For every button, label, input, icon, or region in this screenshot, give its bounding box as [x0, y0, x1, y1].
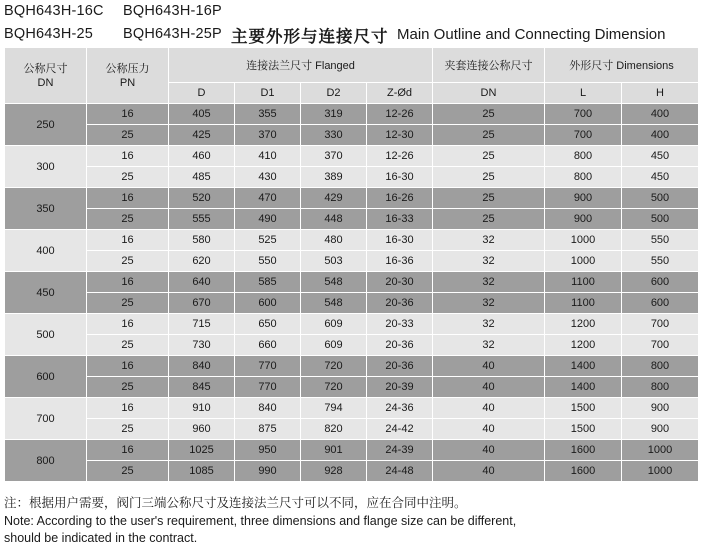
- table-cell: 1085: [169, 461, 235, 482]
- cell-nominal-size: 300: [5, 146, 87, 188]
- header-sub: DN: [433, 83, 545, 104]
- table-cell: 25: [87, 335, 169, 356]
- table-cell: 910: [169, 398, 235, 419]
- table-cell: 600: [622, 272, 699, 293]
- table-cell: 1200: [545, 314, 622, 335]
- table-cell: 1000: [545, 230, 622, 251]
- table-cell: 389: [301, 167, 367, 188]
- table-cell: 25: [433, 167, 545, 188]
- table-cell: 32: [433, 230, 545, 251]
- table-cell: 25: [87, 419, 169, 440]
- table-cell: 16: [87, 230, 169, 251]
- header-sub: L: [545, 83, 622, 104]
- table-cell: 425: [169, 125, 235, 146]
- table-cell: 32: [433, 335, 545, 356]
- table-row: [5, 251, 699, 272]
- cell-nominal-size: 700: [5, 398, 87, 440]
- table-cell: 720: [301, 356, 367, 377]
- table-cell: 548: [301, 293, 367, 314]
- table-cell: 12-26: [367, 104, 433, 125]
- table-cell: 20-36: [367, 356, 433, 377]
- table-row: [5, 209, 699, 230]
- table-cell: 800: [545, 167, 622, 188]
- table-cell: 16-30: [367, 167, 433, 188]
- table-cell: 20-30: [367, 272, 433, 293]
- header-flanged-group: 连接法兰尺寸 Flanged: [169, 48, 433, 83]
- table-cell: 1400: [545, 356, 622, 377]
- document-header: [4, 2, 698, 46]
- table-cell: 40: [433, 419, 545, 440]
- table-cell: 20-36: [367, 335, 433, 356]
- model-code: BQH643H-16C: [4, 3, 104, 19]
- notes: [4, 495, 698, 548]
- table-cell: 900: [622, 398, 699, 419]
- header-sub: D1: [235, 83, 301, 104]
- table-cell: 700: [545, 125, 622, 146]
- table-cell: 794: [301, 398, 367, 419]
- table-cell: 700: [622, 335, 699, 356]
- table-cell: 670: [169, 293, 235, 314]
- table-cell: 800: [622, 377, 699, 398]
- table-cell: 410: [235, 146, 301, 167]
- table-cell: 1000: [622, 461, 699, 482]
- header-nominal-pressure: [87, 48, 169, 104]
- table-cell: 715: [169, 314, 235, 335]
- table-cell: 770: [235, 377, 301, 398]
- table-cell: 550: [622, 251, 699, 272]
- header-sub: D: [169, 83, 235, 104]
- header-sub: Z-Ød: [367, 83, 433, 104]
- table-cell: 40: [433, 440, 545, 461]
- table-cell: 25: [433, 125, 545, 146]
- table-cell: 25: [87, 293, 169, 314]
- table-cell: 20-36: [367, 293, 433, 314]
- table-cell: 525: [235, 230, 301, 251]
- header-dimensions-group: 外形尺寸 Dimensions: [545, 48, 699, 83]
- table-cell: 400: [622, 104, 699, 125]
- cell-nominal-size: 800: [5, 440, 87, 482]
- table-cell: 16: [87, 104, 169, 125]
- table-cell: 40: [433, 356, 545, 377]
- table-cell: 24-42: [367, 419, 433, 440]
- table-cell: 32: [433, 314, 545, 335]
- table-cell: 640: [169, 272, 235, 293]
- model-code: BQH643H-25: [4, 26, 94, 42]
- table-cell: 20-39: [367, 377, 433, 398]
- table-cell: 32: [433, 251, 545, 272]
- table-cell: 700: [622, 314, 699, 335]
- header-sub: D2: [301, 83, 367, 104]
- table-cell: 650: [235, 314, 301, 335]
- cell-nominal-size: 250: [5, 104, 87, 146]
- table-cell: 770: [235, 356, 301, 377]
- table-cell: 24-48: [367, 461, 433, 482]
- table-cell: 16: [87, 188, 169, 209]
- note-chinese: 注：根据用户需要，阀门三端公称尺寸及连接法兰尺寸可以不同，应在合同中注明。: [4, 496, 467, 510]
- table-cell: 40: [433, 377, 545, 398]
- table-cell: 500: [622, 188, 699, 209]
- table-cell: 580: [169, 230, 235, 251]
- table-cell: 25: [87, 251, 169, 272]
- table-cell: 450: [622, 146, 699, 167]
- header-nominal-size: [5, 48, 87, 104]
- table-cell: 800: [622, 356, 699, 377]
- note-english-line: Note: According to the user's requirement, three dimensions and flange size can be different,: [4, 513, 517, 528]
- table-cell: 620: [169, 251, 235, 272]
- table-row: [5, 419, 699, 440]
- table-cell: 12-30: [367, 125, 433, 146]
- table-cell: 1600: [545, 461, 622, 482]
- table-cell: 355: [235, 104, 301, 125]
- table-cell: 12-26: [367, 146, 433, 167]
- model-code: BQH643H-16P: [123, 3, 222, 19]
- table-cell: 25: [433, 209, 545, 230]
- table-cell: 609: [301, 335, 367, 356]
- table-cell: 875: [235, 419, 301, 440]
- table-row: [5, 335, 699, 356]
- table-row: [5, 167, 699, 188]
- table-cell: 700: [545, 104, 622, 125]
- table-row: [5, 461, 699, 482]
- table-row: [5, 104, 699, 125]
- table-cell: 16-26: [367, 188, 433, 209]
- dimension-table: [4, 47, 699, 482]
- table-cell: 1000: [622, 440, 699, 461]
- table-cell: 660: [235, 335, 301, 356]
- cell-nominal-size: 450: [5, 272, 87, 314]
- header-label: DN: [37, 76, 54, 89]
- table-cell: 500: [622, 209, 699, 230]
- table-cell: 16: [87, 398, 169, 419]
- table-cell: 32: [433, 272, 545, 293]
- table-cell: 25: [87, 209, 169, 230]
- table-row: [5, 440, 699, 461]
- table-cell: 24-39: [367, 440, 433, 461]
- table-cell: 730: [169, 335, 235, 356]
- table-cell: 1000: [545, 251, 622, 272]
- table-cell: 25: [87, 461, 169, 482]
- table-cell: 550: [622, 230, 699, 251]
- table-row: [5, 314, 699, 335]
- table-cell: 609: [301, 314, 367, 335]
- table-cell: 600: [622, 293, 699, 314]
- title-chinese: 主要外形与连接尺寸: [231, 28, 389, 46]
- table-cell: 1100: [545, 293, 622, 314]
- table-cell: 40: [433, 461, 545, 482]
- table-cell: 16: [87, 356, 169, 377]
- table-cell: 16: [87, 272, 169, 293]
- table-cell: 405: [169, 104, 235, 125]
- table-cell: 520: [169, 188, 235, 209]
- note-english-line: should be indicated in the contract.: [4, 531, 198, 545]
- table-row: [5, 272, 699, 293]
- table-row: [5, 293, 699, 314]
- table-cell: 24-36: [367, 398, 433, 419]
- table-body: [5, 104, 699, 482]
- cell-nominal-size: 400: [5, 230, 87, 272]
- table-cell: 16-30: [367, 230, 433, 251]
- table-cell: 840: [235, 398, 301, 419]
- table-cell: 32: [433, 293, 545, 314]
- table-cell: 503: [301, 251, 367, 272]
- table-cell: 25: [433, 146, 545, 167]
- header-jacket-group: 夹套连接公称尺寸: [433, 48, 545, 83]
- header-label: 公称压力: [105, 62, 150, 75]
- table-row: [5, 146, 699, 167]
- table-cell: 460: [169, 146, 235, 167]
- table-cell: 845: [169, 377, 235, 398]
- model-code: BQH643H-25P: [123, 26, 222, 42]
- table-row: [5, 356, 699, 377]
- table-cell: 25: [87, 377, 169, 398]
- table-cell: 319: [301, 104, 367, 125]
- table-cell: 900: [545, 209, 622, 230]
- header-label: PN: [119, 76, 136, 89]
- table-cell: 900: [545, 188, 622, 209]
- table-cell: 900: [622, 419, 699, 440]
- table-cell: 901: [301, 440, 367, 461]
- title-english: Main Outline and Connecting Dimension: [397, 26, 666, 43]
- table-cell: 950: [235, 440, 301, 461]
- table-cell: 490: [235, 209, 301, 230]
- table-cell: 330: [301, 125, 367, 146]
- table-cell: 430: [235, 167, 301, 188]
- table-cell: 1025: [169, 440, 235, 461]
- table-cell: 25: [433, 104, 545, 125]
- table-cell: 480: [301, 230, 367, 251]
- table-row: [5, 398, 699, 419]
- table-cell: 1200: [545, 335, 622, 356]
- table-cell: 485: [169, 167, 235, 188]
- table-row: [5, 188, 699, 209]
- table-cell: 1100: [545, 272, 622, 293]
- table-cell: 20-33: [367, 314, 433, 335]
- table-cell: 800: [545, 146, 622, 167]
- table-cell: 16-33: [367, 209, 433, 230]
- table-cell: 1500: [545, 398, 622, 419]
- table-cell: 555: [169, 209, 235, 230]
- table-cell: 600: [235, 293, 301, 314]
- table-cell: 1600: [545, 440, 622, 461]
- table-cell: 840: [169, 356, 235, 377]
- cell-nominal-size: 600: [5, 356, 87, 398]
- table-cell: 550: [235, 251, 301, 272]
- table-cell: 928: [301, 461, 367, 482]
- header-sub: H: [622, 83, 699, 104]
- table-cell: 720: [301, 377, 367, 398]
- table-cell: 1400: [545, 377, 622, 398]
- table-cell: 25: [87, 167, 169, 188]
- table-cell: 16: [87, 314, 169, 335]
- table-cell: 470: [235, 188, 301, 209]
- cell-nominal-size: 500: [5, 314, 87, 356]
- table-cell: 370: [301, 146, 367, 167]
- table-cell: 820: [301, 419, 367, 440]
- table-cell: 585: [235, 272, 301, 293]
- table-cell: 450: [622, 167, 699, 188]
- table-row: [5, 125, 699, 146]
- table-row: [5, 230, 699, 251]
- table-cell: 990: [235, 461, 301, 482]
- table-cell: 16: [87, 440, 169, 461]
- table-cell: 548: [301, 272, 367, 293]
- table-cell: 448: [301, 209, 367, 230]
- table-cell: 429: [301, 188, 367, 209]
- table-cell: 960: [169, 419, 235, 440]
- table-cell: 400: [622, 125, 699, 146]
- table-cell: 25: [87, 125, 169, 146]
- cell-nominal-size: 350: [5, 188, 87, 230]
- table-cell: 1500: [545, 419, 622, 440]
- table-cell: 16: [87, 146, 169, 167]
- table-cell: 25: [433, 188, 545, 209]
- table-cell: 40: [433, 398, 545, 419]
- header-label: 公称尺寸: [23, 62, 68, 75]
- table-cell: 16-36: [367, 251, 433, 272]
- table-row: [5, 377, 699, 398]
- table-cell: 370: [235, 125, 301, 146]
